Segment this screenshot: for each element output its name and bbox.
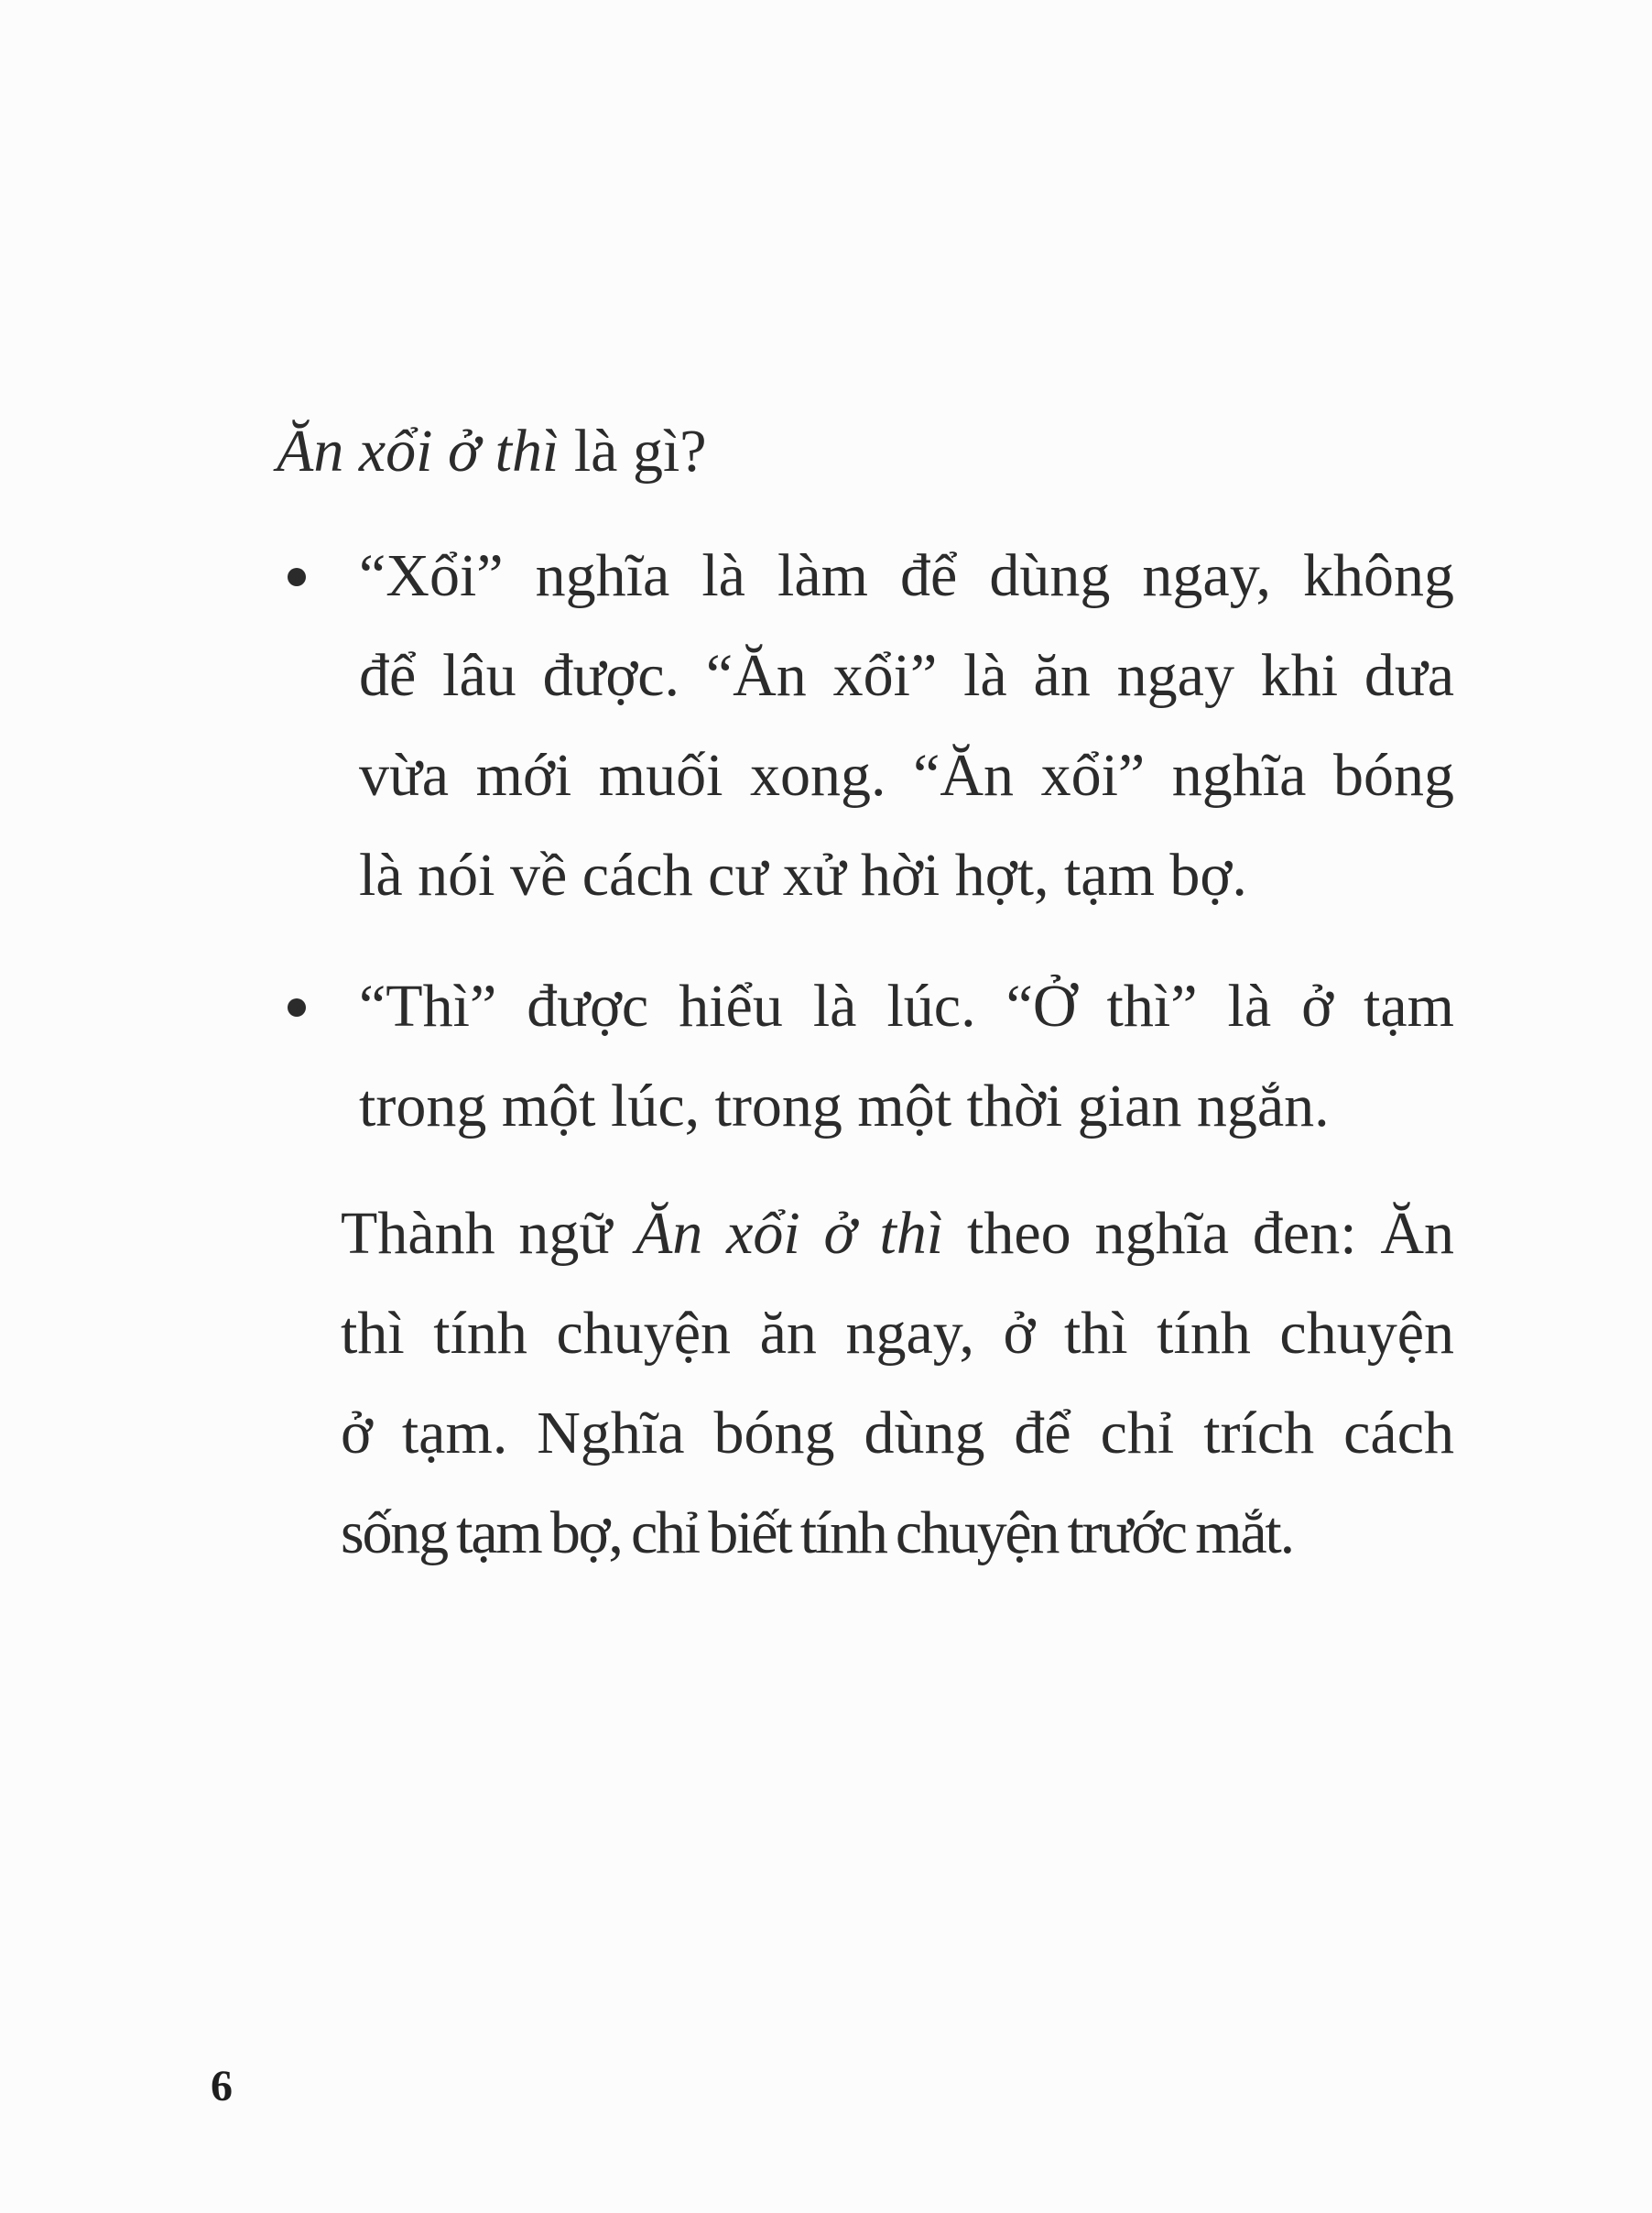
paragraph-text: Thành ngữ xyxy=(341,1200,636,1267)
paragraph-line: sống tạm bợ, chỉ biết tính chuyện trước mắt. xyxy=(341,1499,1293,1566)
heading-rest: là gì? xyxy=(559,418,707,485)
paragraph-line: thì tính chuyện ăn ngay, ở thì tính chuyện xyxy=(341,1300,1454,1367)
paragraph-line: ở tạm. Nghĩa bóng dùng để chỉ trích cách xyxy=(341,1400,1454,1466)
list-item-line: là nói về cách cư xử hời hợt, tạm bợ. xyxy=(359,842,1247,909)
list-item-line: trong một lúc, trong một thời gian ngắn. xyxy=(359,1073,1330,1139)
heading-idiom: Ăn xổi ở thì xyxy=(277,418,560,485)
paragraph-idiom: Ăn xổi ở thì xyxy=(635,1200,944,1267)
page-number: 6 xyxy=(211,2062,233,2110)
question-heading xyxy=(277,401,1467,502)
list-item-line: “Xổi” nghĩa là làm để dùng ngay, không xyxy=(359,542,1454,609)
bullet-icon xyxy=(288,568,306,586)
list-item-thi xyxy=(277,956,1454,1156)
summary-paragraph xyxy=(341,1183,1454,1583)
bullet-icon xyxy=(288,998,306,1017)
list-item-line: “Thì” được hiểu là lúc. “Ở thì” là ở tạm xyxy=(359,973,1454,1040)
list-item-line: để lâu được. “Ăn xổi” là ăn ngay khi dưa xyxy=(359,642,1454,709)
paragraph-line xyxy=(341,1183,1454,1283)
list-item-xoi xyxy=(277,526,1454,925)
explanation-list xyxy=(277,526,1467,1156)
paragraph-text: theo nghĩa đen: Ăn xyxy=(943,1200,1454,1267)
list-item-line: vừa mới muối xong. “Ăn xổi” nghĩa bóng xyxy=(359,742,1454,809)
